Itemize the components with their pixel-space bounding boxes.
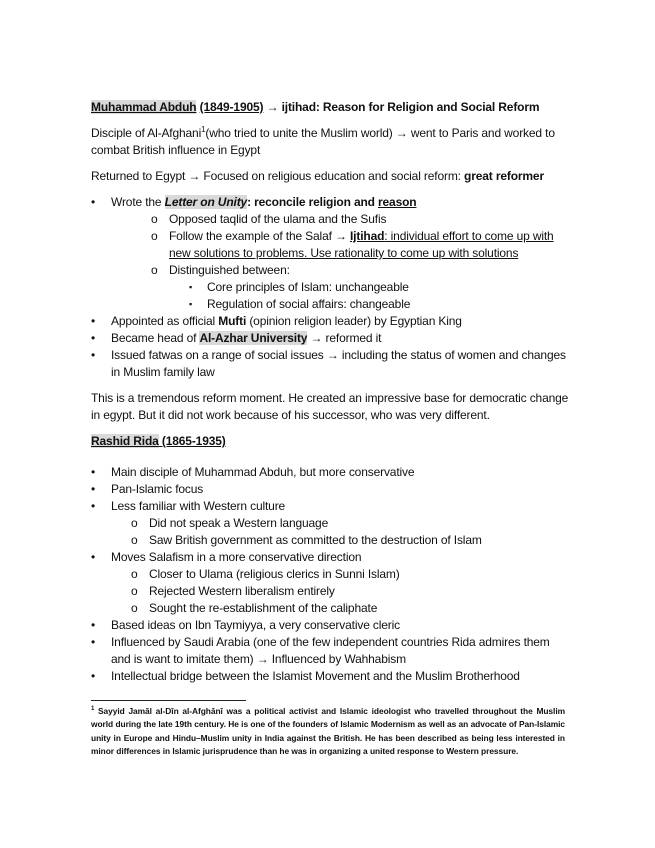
abduh-disciple-paragraph	[91, 125, 569, 159]
rida-salafism-text: Moves Salafism in a more conservative direction	[111, 550, 362, 564]
footnote-marker: 1	[91, 706, 95, 713]
sub2-text-a: Follow the example of the Salaf →	[169, 229, 350, 243]
bullet1-text-a: Wrote the	[111, 195, 165, 209]
list-item: ▪ Regulation of social affairs: changeable	[111, 296, 569, 313]
bullet3-text-a: Became head of	[111, 331, 200, 345]
bullet1-reason: reason	[378, 195, 417, 209]
list-item: o Rejected Western liberalism entirely	[91, 583, 569, 600]
list-item: • Based ideas on Ibn Taymiyya, a very conservative cleric	[91, 617, 569, 634]
rida-dates: (1865-1935)	[158, 434, 226, 448]
abduh-subsub-list	[111, 279, 569, 313]
list-item: • Main disciple of Muhammad Abduh, but more conservative	[91, 464, 569, 481]
document-body	[91, 99, 569, 685]
rida-western-text: Less familiar with Western culture	[111, 499, 286, 513]
para2-text-a: Returned to Egypt → Focused on religious education and social reform:	[91, 169, 465, 183]
abduh-dates: (1849-1905)	[199, 100, 264, 114]
list-item: ▪ Core principles of Islam: unchangeable	[111, 279, 569, 296]
list-item: o Saw British government as committed to the destruction of Islam	[91, 532, 569, 549]
list-item	[91, 549, 569, 617]
abduh-sub-list	[111, 211, 569, 313]
list-item	[91, 313, 569, 330]
list-item: • Influenced by Saudi Arabia (one of the few independent countries Rida admires them and is want to imitate them) → Influenced by Wahhabism	[91, 634, 569, 668]
section-abduh-title	[91, 99, 569, 116]
para1-text-b: (who tried to unite the Muslim world) → went to Paris and worked to combat British influence in Egypt	[91, 126, 555, 157]
para1-text-a: Disciple of Al-Afghani	[91, 126, 202, 140]
rida-name: Rashid Rida	[91, 434, 159, 448]
list-item: o Sought the re-establishment of the caliphate	[91, 600, 569, 617]
bullet1-text-b: : reconcile religion and	[247, 195, 379, 209]
footnote-text: Sayyid Jamāl al-Dīn al-Afghānī was a political activist and Islamic ideologist who travelled throughout the Muslim world during the late 19th century. He is one of the founders of Islamic Modernism as well as an advocate of Pan-Islamic unity in Europe and Hindu–Muslim unity in India against the British. He has been described as being less interested in minor differences in Islamic jurisprudence than he was in organizing a united response to Western pressure.	[91, 706, 565, 757]
list-item: o Opposed taqlid of the ulama and the Sufis	[111, 211, 569, 228]
bullet2-text-a: Appointed as official	[111, 314, 219, 328]
rida-salafism-sub-list	[91, 566, 569, 617]
bullet2-text-b: (opinion religion leader) by Egyptian King	[246, 314, 462, 328]
sub2-ijtihad: Ijtihad	[350, 229, 385, 243]
list-item	[111, 262, 569, 313]
rida-western-sub-list	[91, 515, 569, 549]
abduh-bullet-list	[91, 194, 569, 381]
section-rida-title	[91, 433, 569, 450]
footnote-divider	[91, 700, 246, 701]
abduh-name: Muhammad Abduh	[91, 100, 197, 114]
list-item	[111, 228, 569, 262]
rida-bullet-list	[91, 464, 569, 685]
list-item	[91, 498, 569, 549]
list-item: • Pan-Islamic focus	[91, 481, 569, 498]
letter-on-unity: Letter on Unity	[164, 195, 248, 209]
abduh-summary-paragraph: This is a tremendous reform moment. He created an impressive base for democratic change in egypt. But it did not work because of his successor, who was very different.	[91, 391, 569, 422]
list-item	[91, 194, 569, 313]
abduh-title-rest: → ijtihad: Reason for Religion and Social Reform	[266, 100, 540, 114]
list-item: o Did not speak a Western language	[91, 515, 569, 532]
bullet3-azhar: Al-Azhar University	[199, 331, 308, 345]
sub2-text-b: : individual effort to come up with new solutions to problems. Use rationality to come up with solutions	[169, 229, 554, 260]
bullet3-text-b: → reformed it	[307, 331, 382, 345]
bullet2-mufti: Mufti	[218, 314, 247, 328]
para2-text-b: great reformer	[464, 169, 544, 183]
footnote	[91, 705, 565, 759]
abduh-returned-paragraph	[91, 168, 569, 185]
footnote-ref: 1	[201, 125, 206, 134]
sub3-text: Distinguished between:	[169, 263, 290, 277]
list-item: o Closer to Ulama (religious clerics in Sunni Islam)	[91, 566, 569, 583]
list-item	[91, 330, 569, 347]
list-item: • Intellectual bridge between the Islamist Movement and the Muslim Brotherhood	[91, 668, 569, 685]
list-item: • Issued fatwas on a range of social issues → including the status of women and changes in Muslim family law	[91, 347, 569, 381]
